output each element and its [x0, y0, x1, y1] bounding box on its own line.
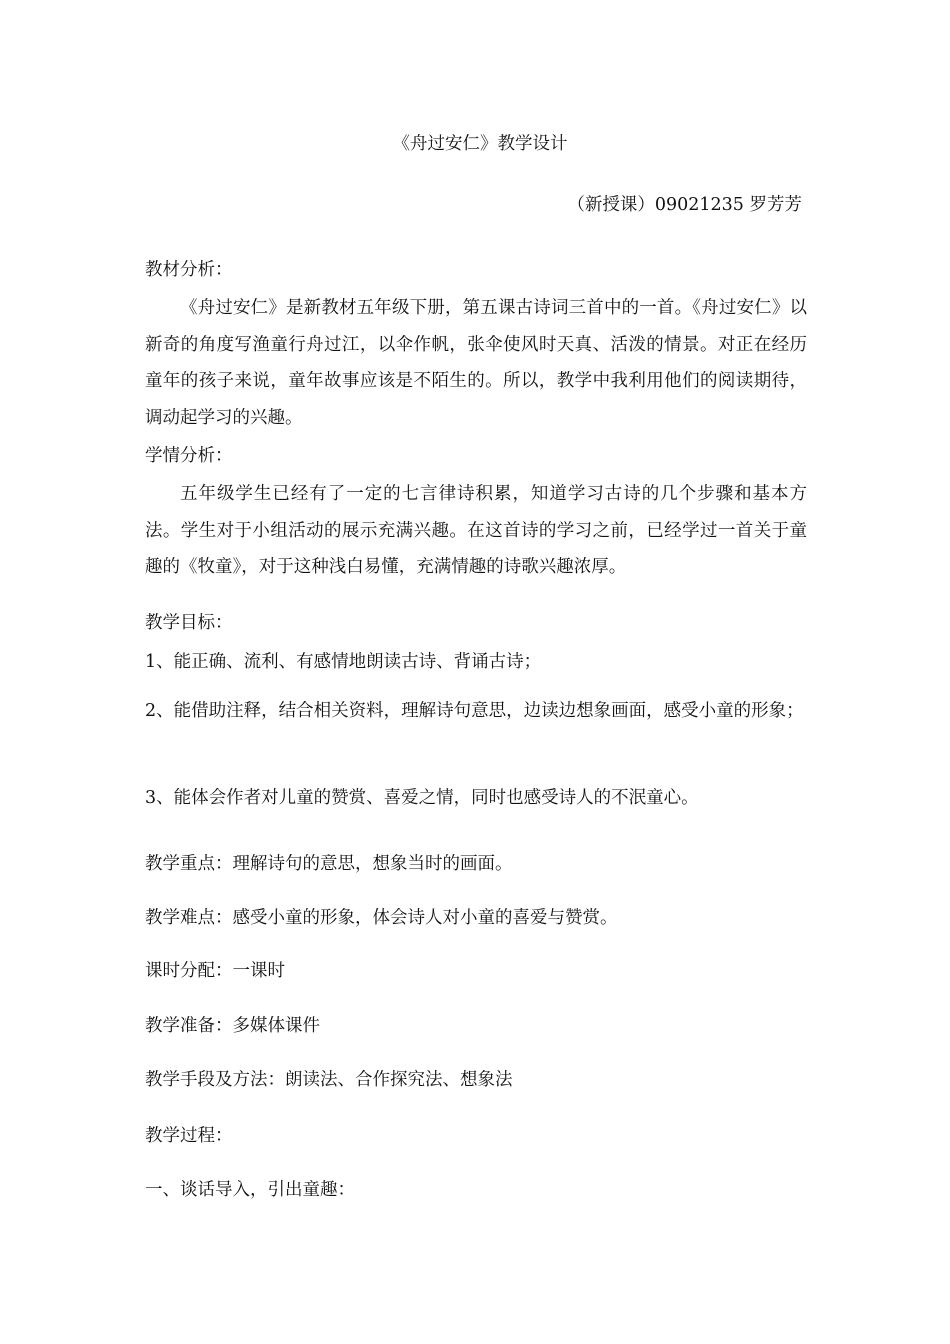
- process-step-1: 一、谈话导入，引出童趣：: [145, 1180, 355, 1200]
- key-point: 教学重点：理解诗句的意思，想象当时的画面。: [145, 854, 513, 874]
- goal-item-3: 3、能体会作者对儿童的赞赏、喜爱之情，同时也感受诗人的不泯童心。: [145, 788, 699, 808]
- document-title: 《舟过安仁》教学设计: [392, 134, 568, 154]
- material-analysis-heading: 教材分析：: [145, 260, 233, 280]
- author-line: （新授课）09021235 罗芳芳: [567, 195, 802, 215]
- goal-item-1: 1、能正确、流利、有感情地朗读古诗、背诵古诗；: [145, 652, 542, 672]
- teaching-process-heading: 教学过程：: [145, 1126, 233, 1146]
- teaching-methods: 教学手段及方法：朗读法、合作探究法、想象法: [145, 1070, 513, 1090]
- goal-item-2: 2、能借助注释，结合相关资料，理解诗句意思，边读边想象画面，感受小童的形象；: [145, 701, 804, 721]
- student-analysis-heading: 学情分析：: [145, 446, 233, 466]
- teaching-goals-heading: 教学目标：: [145, 613, 233, 633]
- class-time: 课时分配：一课时: [145, 961, 285, 981]
- material-analysis-text: 《舟过安仁》是新教材五年级下册，第五课古诗词三首中的一首。《舟过安仁》以新奇的角度写渔童行舟过江，以伞作帆，张伞使风时天真、活泼的情景。对正在经历童年的孩子来说，童年故事应该是不陌生的。所以，教学中我利用他们的阅读期待，调动起学习的兴趣。: [145, 298, 807, 428]
- teaching-preparation: 教学准备：多媒体课件: [145, 1016, 320, 1036]
- student-analysis-text: 五年级学生已经有了一定的七言律诗积累，知道学习古诗的几个步骤和基本方法。学生对于小组活动的展示充满兴趣。在这首诗的学习之前，已经学过一首关于童趣的《牧童》，对于这种浅白易懂，充满情趣的诗歌兴趣浓厚。: [145, 484, 807, 577]
- difficult-point: 教学难点：感受小童的形象，体会诗人对小童的喜爱与赞赏。: [145, 908, 618, 928]
